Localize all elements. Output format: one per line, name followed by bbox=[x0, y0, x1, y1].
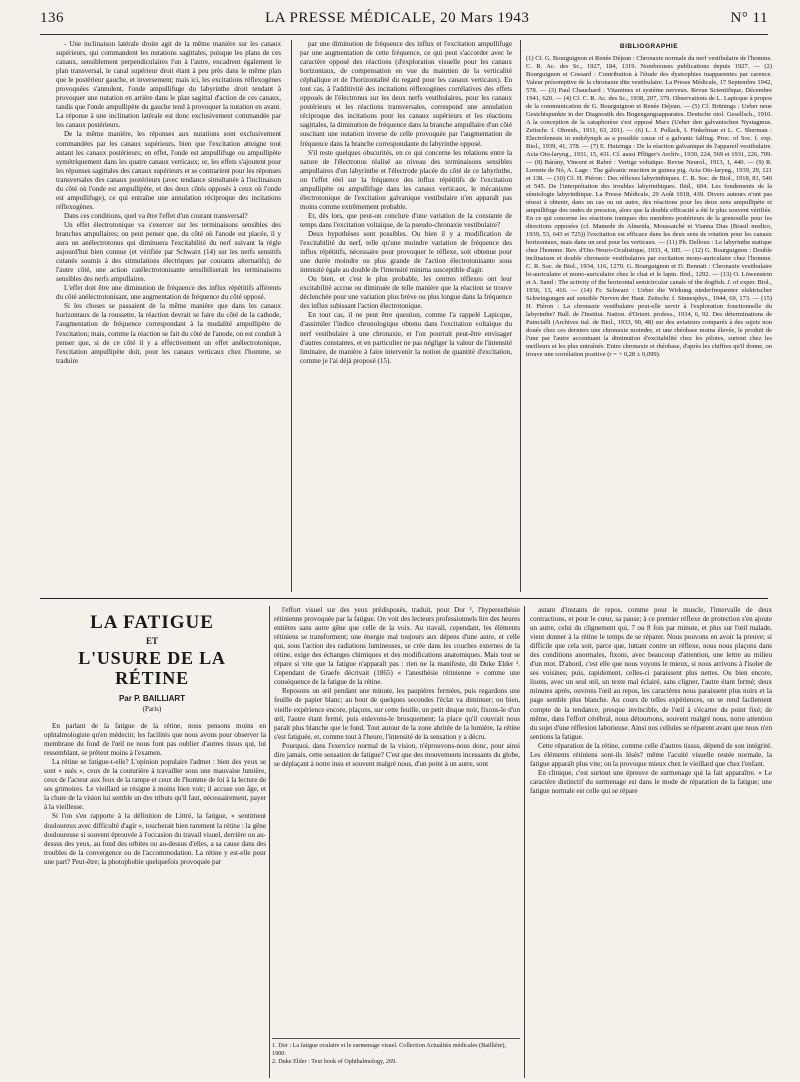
paragraph: La rétine se fatigue-t-elle? L'opinion populaire l'admet : bien des yeux se sont « usés », ceux de la couturière à travailler sous une mauvaise lumière, ceux de l'acteur aux feux de la rampe et ceux de l'homme de loi à la lecture de ses grimoires. Le vieillard se résigne à moins bien voir; il accuse son âge, et la chute de la vision lui semble un des tributs qu'il faut, nécessairement, payer à la vieillesse. bbox=[44, 758, 266, 812]
paragraph: Cette réparation de la rétine, comme celle d'autres tissus, dépend de son intégrité. Les éléments rétiniens sont-ils lésés? même l'acuité visuelle restée normale, la fatigue apparaît plus vite; on la provoque mieux chez le vieillard que chez l'enfant. bbox=[530, 741, 772, 768]
paragraph: S'il reste quelques obscurités, en ce qui concerne les relations entre la nature de l'électronus réalisé au niveau des terminaisons sensibles ampullaires d'un labyrinthe et l'électrode placée du côté de ce labyrinthe, on l'effet réel sur la fréquence des influx répétitifs de l'excitation ampullipète ou ampullifuge dans les canaux verticaux, le mécanisme électrotonique de l'excitation galvanique vestibulaire n'en apparaît pas moins comme extrêmement probable. bbox=[300, 148, 512, 211]
paragraph: Reposons un œil pendant une minute, les paupières fermées, puis regardons une feuille de papier blanc; au bout de quelques secondes l'éclat va diminuer; ou bien, vieille expérience encore, plaçons, sur cette feuille, un petit disque noir, fixons-le d'un œil, l'autre étant fermé, puis enlevons-le brusquement; la place qu'il couvrait nous paraît plus blanche que le fond. Tout autour de la zone abritée de la lumière, la rétine s'est fatiguée, et, comme tout à l'heure, l'intensité de la sensation y a décru. bbox=[274, 687, 520, 741]
header-rule bbox=[40, 34, 768, 35]
paragraph: Un effet électrotonique va s'exercer sur les terminaisons sensibles des branches ampullaires; on peut penser que, du côté où l'anode est placée, il y aura un anélectrotonus qui diminuera l'excitabilité du nerf suivant la règle aujourd'hui bien connue (et vérifiée par Schwarz (14) sur les nerfs sensitifs cutanés soumis à des stimulations électriques par courants alternatifs); de l'autre côté, une action catélectrotonisante sensibiliserait les terminaisons sensibles des nerfs ampullaires. bbox=[56, 220, 281, 284]
paragraph: Pourquoi, dans l'exercice normal de la vision, n'éprouvons-nous donc, pour ainsi dire jamais, cette sensation de fatigue? C'est que des mouvements incessants du globe, se déplaçant à notre insu et souvent malgré nous, d'un point à un autre, sont bbox=[274, 741, 520, 768]
bottom-column-3 bbox=[530, 606, 772, 1078]
column-divider bbox=[269, 606, 270, 1078]
paragraph: Dans ces conditions, quel va être l'effet d'un courant transversal? bbox=[64, 211, 248, 220]
paragraph: L'effet doit être une diminution de fréquence des influx répétitifs afférents du côté anélectrotonisant, une augmentation de fréquence du côté opposé. bbox=[56, 284, 281, 302]
paragraph: En parlant de la fatigue de la rétine, nous pensons moins en ophtalmologiste qu'en médecin; les facilités que nous avons pour observer la membrane du fond de l'œil ne nous font pas oublier d'autres tissus qui, lui ressemblant, se prêtent moins à l'examen. bbox=[44, 722, 266, 758]
paragraph: En tout cas, il ne peut être question, comme l'a rappelé Lapicque, d'assimiler l'indice chronologique obtenu dans l'excitation voltaïque du nerf vestibulaire à une chronaxie, et l'on pourrait peut-être envisager d'autres constantes, et en particulier ne pas négliger la valeur de l'intensité liminaire, de manière à faire intervenir la notion de quantité d'excitation, comme je l'ai déjà proposé (15). bbox=[300, 311, 512, 365]
bibliography-column bbox=[526, 40, 772, 592]
paragraph: De la même manière, les réponses aux nutations sont exclusivement commandées par les canaux supérieurs, bien que l'excitation atteigne tout autant les canaux postérieurs; en effet, l'onde est ampullifuge ou ampullipète symétriquement dans les quatre canaux verticaux; or, les effets s'ajoutent pour les réponses sagittales des canaux supérieurs et se contrarient pour les réponses transversales des canaux postérieurs (avec tendance simultanée à l'inclinaison du côté où l'onde est ampullipète, et des deux côtés opposés à ceux où l'onde est ampullifuge), ce qui entraîne une annulation réciproque des incitations réflexogènes. bbox=[56, 130, 281, 211]
footnote: 2. Duke Elder : Text book of Ophthalmology, 269. bbox=[272, 1058, 397, 1065]
paragraph: - Une inclinaison latérale droite agit de la même manière sur les canaux supérieurs, qui commandent les nutations sagittales, puisque les plans de ces canaux, sensiblement perpendiculaires l'un à l'autre, encadrent également le plan transversal, le canal supérieur droit étant à peu près dans le même plan que le postérieur gauche, et inversement; mais ici, les excitations réflexogènes provoquées s'annulent, l'onde ampullifuge du labyrinthe droit tendant à provoquer une nutation en arrière dans le plan sagittal d'action de ces canaux, tandis que l'onde ampullipète du gauche tend à provoquer la nutation en avant. La réponse à une inclination latérale est donc exclusivement commandée par les canaux postérieurs. bbox=[56, 40, 281, 130]
column-divider bbox=[520, 40, 521, 592]
paragraph: En clinique, c'est surtout une épreuve de surmenage qui la fait apparaître. « Le caractère distinctif du surmenage est dans le mode de réparation de la fatigue; une fatigue normale est celle qui se répare bbox=[530, 768, 772, 795]
journal-title: LA PRESSE MÉDICALE, 20 Mars 1943 bbox=[265, 10, 530, 26]
top-column-2 bbox=[300, 40, 512, 592]
paragraph: autant d'instants de repos, comme pour le muscle, l'intervalle de deux contractions, et pour le cœur, sa pause; à ce premier réflexe de protection s'en ajoute un autre, celui du clignement qui, 7 ou 8 fois par minute, et plus sur l'œil malade, vient donner à la rétine le temps de se réparer. Nous pouvons en avoir la preuve; si difficile que cela soit, parce que, luttant contre un réflexe, nous nous plaçons dans des conditions anormales, fixons, avec beaucoup d'attention, une lettre au milieu d'un mot. D'abord, c'est elle que nous voyons le mieux, si nous arrivons à l'isoler de ses voisines; puis, rapidement, celles-ci paraissent plus nettes. Ou bien encore, lisons, avec un seul œil, un texte mal éclairé, sans cligner, l'autre étant fermé; deux minutes après, ouvrons l'œil au repos, les caractères nous paraissent plus noirs et la page semble plus blanche. Au cours de telles expériences, on se rend facilement compte de la tendance, presque invincible, de l'œil à s'écarter du point fixé; de même, dans l'effort cérébral, nous détournons, souvent malgré nous, notre attention du sujet d'une réflexion laborieuse. Ainsi nos cellules se réparent avant que nous n'en sentions la fatigue. bbox=[530, 606, 772, 741]
bottom-column-1 bbox=[44, 722, 266, 1078]
paragraph: Et, dès lors, que peut-on conclure d'une variation de la constante de temps dans l'excitation voltaïque, de la pseudo-chronaxie vestibulaire? bbox=[300, 211, 512, 229]
paragraph: Deux hypothèses sont possibles. Ou bien il y a modification de l'excitabilité du nerf, telle qu'une moindre variation de fréquence des influx répétitifs, nécessaire pour provoquer le réflexe, soit obtenue pour une durée moindre ou plus grande de l'action électrotonisante sous intensité égale au double de l'intensité minima susceptible d'agir. bbox=[300, 229, 512, 275]
page-number: 136 bbox=[40, 10, 64, 26]
paragraph: Si les choses se passaient de la même manière que dans les canaux horizontaux de la roussette, la réaction devrait se faire du côté de la cathode, l'augmentation de fréquence correspondant à la modalité ampullipète de l'excitation; mais, comme la réaction se fait du côté de l'anode, on est conduit à penser que, si de ce côté il y a effectivement un effet anélectrotonique, l'excitation ampullipète doit, pour les canaux verticaux chez l'homme, se traduire bbox=[56, 302, 281, 365]
article-city: (Paris) bbox=[142, 705, 162, 713]
article-subtitle: L'USURE DE LA RÉTINE bbox=[78, 648, 226, 688]
top-column-1 bbox=[56, 40, 281, 592]
issue-number: N° 11 bbox=[730, 10, 768, 26]
running-header bbox=[40, 10, 768, 34]
article-title: LA FATIGUE bbox=[90, 612, 214, 633]
bibliography-title: BIBLIOGRAPHIE bbox=[619, 43, 679, 50]
column-divider bbox=[524, 606, 525, 1078]
article-author: Par P. BAILLIART bbox=[118, 694, 186, 703]
article-title-conjunction: ET bbox=[145, 636, 158, 646]
footnotes bbox=[272, 1038, 520, 1066]
paragraph: Ou bien, et c'est le plus probable, les centres réflexes ont leur excitabilité accrue ou diminuée de telle manière que la réaction se trouve déclenchée pour une variation plus brève ou plus longue dans la fréquence des influx subissant l'action électrotonique. bbox=[300, 275, 512, 311]
paragraph: Si l'on s'en rapporte à la définition de Littré, la fatigue, « sentiment douloureux avec difficulté d'agir », toucherait bien rarement la rétine : la gêne douloureuse si souvent éprouvée à l'occasion du travail visuel, derrière ou au-dessus des yeux, au fond des orbites ou au-dessus d'elles, a sa cause dans des troubles de la convergence ou de l'accommodation. La rétine y est-elle pour une part? Peut-être; la photophobie quelquefois provoquée par bbox=[44, 812, 266, 866]
footnote: 1. Dor : La fatigue oculaire et le surmenage visuel. Collection Actualités médicales (Baillière), 1900. bbox=[272, 1042, 507, 1057]
column-divider bbox=[291, 40, 292, 592]
paragraph: l'effort visuel sur des yeux prédisposés, traduit, pour Dor ¹, l'hyperesthésie rétinienne provoquée par la fatigue. On voit des lecteurs professionnels lire des heures entières sans autre gêne que celle de la voix. Au travail, cependant, les éléments rétiniens se transforment; une énergie mal toujours aux dépens d'une autre, et celle qui, sous l'action des radiations lumineuses, se crée dans les couches externes de la rétine, exige des échanges chimiques et des modifications anatomiques. Mais tout se répare si vite que la fatigue n'apparaît pas : rien ne la manifeste, dit Duke Elder ². Cependant de Graefe décrivait (1865) « l'anesthésie rétinienne » comme une conséquence de la fatigue de la rétine. bbox=[274, 606, 520, 687]
article-title-block bbox=[40, 612, 264, 713]
bibliography-text: (1) Cf. G. Bourguignon et Renée Déjean : Chronaxie normale du nerf vestibulaire de l'homme. C. R. Ac. des Sc., 1927, 184, 1319. Nombreuses publications depuis 1927. — (2) Bourguignon et Cossard : Contribution à l'étude des dystrophies inapparentes par carence. Valeur présomptive de la chronaxie dite vestibulaire. La Presse Médicale, 17 Septembre 1942, 578. — (3) Paul Chauchard : Vitamines et système nerveux. Revue Scientifique, Décembre 1941, 620. — (4) Cf. C. R. Ac. des Sc., 1938, 207, 379. Observations de L. Lapicque à propos de la communication de G. Bourguignon et Renée Déjean. — (5) Cf. Brünings : Ueber neue Gesichtspunkte in der Diagnostik des Bogengangsapparates. Deutsche otol. Gesellsch., 1910. A la conception de la cataphorèse s'est opposé Marx (Ueber den galvanischen Nystagmus. Zeitschr. f. Ohrenh., 1911, 63, 201). — (6) L. J. Pollack, I. Finkelman et L. C. Sherman : Electrolenesis in endolymph as a possible cause of a galvanic falling. Proc. of Soc. f. exp. Biol., 1939, 41, 378. — (7) E. Huizinga : De la réaction galvanique de l'appareil vestibulaire. Acta Oto-laryng., 1931, 15, 431. Cf. aussi Pflüger's Archiv., 1930, 224, 569 et 1931, 226, 709. — (8) Bárány, Vincent et Rabré : Vertige voltaïque. Revue Neurol., 1913, 1, 440. — (9) R. Lorente de Nó, A. Lage : The galvanic reaction in guinea pig. Acta Oto-laryng., 1939, 29, 121 et 138. — (10) Cf. H. Piéron : Des réflexes labyrinthiques. C. R. Soc. de Biol., 1918, 81, 540 et 545. De l'interprétation des troubles labyrinthiques. Ibid., 604. Les fondements de la sémiologie labyrinthique. La Presse Médicale, 29 Août 1918, 439. Divers auteurs n'ont pas réussi à obtenir, dans un cas ou un autre, des réactions pour les deux sens ampullipète et ampullifuge des ondes de pression, alors que la double efficacité a été le plus souvent vérifiée. En ce qui concerne les réactions toniques des membres postérieurs de la grenouille pour les directions opposées (cf. Mamede de Almeida, Moussatché et Vianna Dias (Brasil medico, 1939, 53, 643 et 725)) l'excitation est efficace dans les deux sens de rotation pour les canaux horizontaux, mais dans un seul pour les verticaux. — (11) Ph. Delloux : Le labyrinthe statique chez l'homme. Rev. d'Oto-Neuro-Oculistique, 1933, 4, 185. — (12) G. Bourguignon : Double inclinaison et double chronaxie vestibulaires par excitation mono-auriculaire chez l'homme. C. R. Soc. de Biol., 1934, 116, 1270. G. Bourguignon et D. Bennati : Chronaxie vestibulaire bi-auriculaire et mono-auriculaire chez le chat et le lapin. Ibid., 1292. — (13) O. Löwenstein et A. Sand : The activity of the horizontal semicircular canals of the dogfish. J. of exper. Biol., 1936, 13, 416. — (14) Fr. Schwarz : Ueber die Wirkung niederfrequenter elektrischer Schwingungen auf sensible Nerven der Haut. Zeitschr. f. Sinnesphys., 1944, 69, 173. — (15) H. Piéron : La chronaxie vestibulaire peut-elle servir à l'exploration fonctionnelle du labyrinthe? Bull. de l'Institut. Nation. d'Orient. profess., 1934, 6, 92. Des déterminations de Paincialli (Archives ital. de Biol., 1933, 90, 48) sur des aviateurs comparés à des sujets non doués chez ces derniers une chronaxie moindre, et une rhéobase moins élevée, le produit de l'une par l'autre accentuant la diminution d'excitabilité chez les pilotes, surtout chez les meilleurs et les plus entraînés. Entre chronaxie et rhéobase, d'après les chiffres qu'il donne, on trouve une corrélation positive (r = + 0,28 ± 0,099). bbox=[526, 55, 772, 359]
paragraph: par une diminution de fréquence des influx et l'excitation ampullifuge par une augmentation de cette fréquence, ce qui peut s'accorder avec le caractère opposé des réactions (d'exploration visuelle pour les canaux horizontaux, de compensation en vue du maintien de la verticalité céphalique et de l'horizontalité du regard pour les canaux verticaux). En tout cas, à l'additivité des incitations réflexogènes corrélatives des effets opposés de l'électronus sur les deux nerfs vestibulaires, pour les canaux postérieurs et les réactions transversales, correspond une annulation réciproque des incitations pour les canaux supérieurs et les réactions sagittales, la diminution de fréquence dans la branche ampullaire d'un côté suscitant une nutation inverse de celle provoquée par l'augmentation de fréquence dans la branche correspondante du labyrinthe opposé. bbox=[300, 40, 512, 148]
bottom-column-2 bbox=[274, 606, 520, 1034]
section-rule bbox=[40, 598, 768, 599]
